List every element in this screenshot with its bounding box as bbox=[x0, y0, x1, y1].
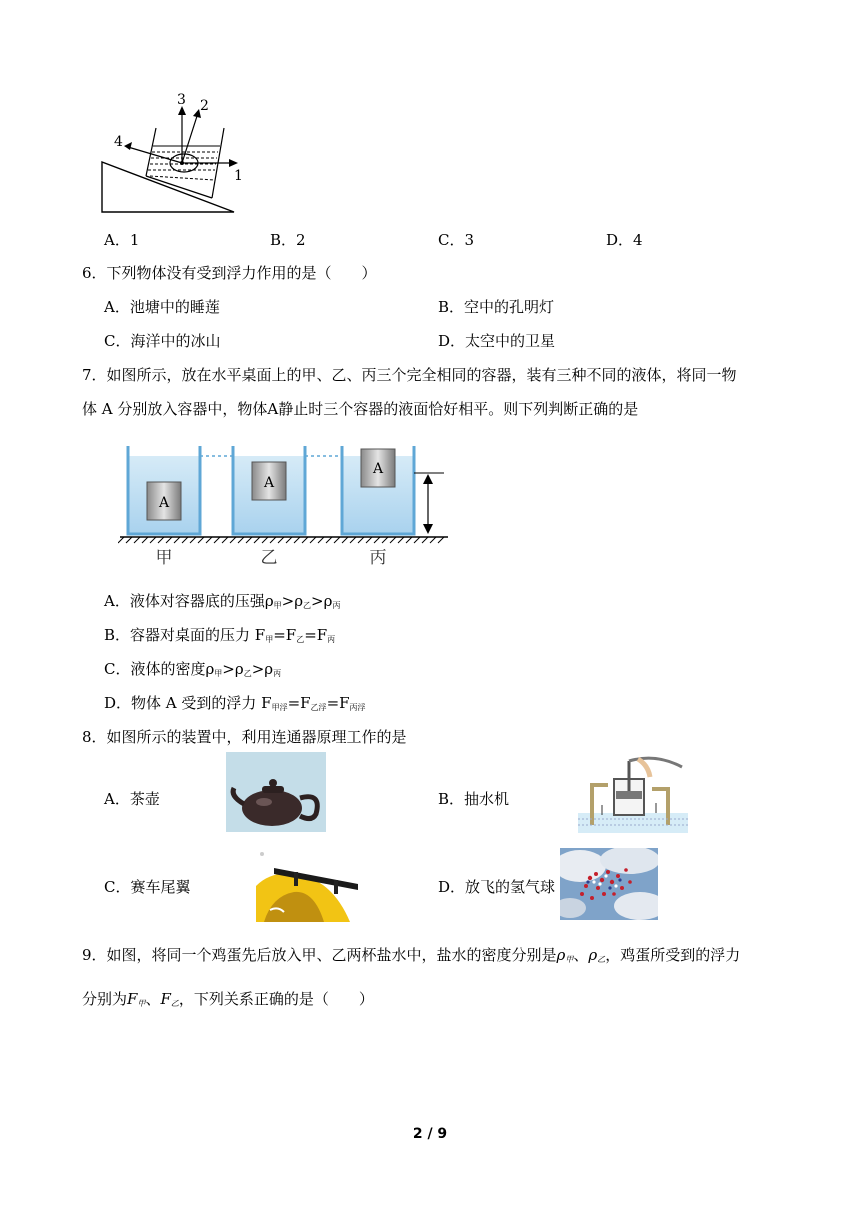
q7-option-c: C．液体的密度$\rho_甲>\rho_乙>\rho_丙$ bbox=[104, 660, 282, 678]
racecar-wing-image bbox=[254, 846, 364, 922]
q5-option-b: B．2 bbox=[270, 231, 306, 249]
fig-label-1: 1 bbox=[234, 168, 243, 184]
q6-option-d: D．太空中的卫星 bbox=[438, 332, 556, 350]
q8-option-c: C．赛车尾翼 bbox=[104, 878, 191, 896]
container-label-bing: 丙 bbox=[369, 548, 387, 566]
water-pump-image bbox=[578, 755, 688, 833]
q5-force-diagram bbox=[98, 88, 258, 216]
page-number: 2 / 9 bbox=[412, 1126, 448, 1142]
q7-stem-line1: 7．如图所示，放在水平桌面上的甲、乙、丙三个完全相同的容器，装有三种不同的液体，将同一物 bbox=[82, 366, 737, 384]
q6-option-c: C．海洋中的冰山 bbox=[104, 332, 221, 350]
block-label-1: A bbox=[158, 495, 170, 511]
q7-option-b: B．容器对桌面的压力 $F_甲=F_乙=F_丙$ bbox=[104, 626, 336, 644]
container-label-yi: 乙 bbox=[260, 548, 278, 566]
q5-option-d: D．4 bbox=[606, 231, 643, 249]
q8-option-d: D．放飞的氢气球 bbox=[438, 878, 556, 896]
q7-stem-line2: 体 A 分别放入容器中，物体A静止时三个容器的液面恰好相平。则下列判断正确的是 bbox=[82, 400, 639, 418]
teapot-image bbox=[226, 752, 326, 832]
container-label-jia: 甲 bbox=[155, 548, 173, 566]
q6-option-b: B．空中的孔明灯 bbox=[438, 298, 555, 316]
block-label-2: A bbox=[263, 475, 275, 491]
q6-stem: 6．下列物体没有受到浮力作用的是（ ） bbox=[82, 264, 377, 282]
q8-stem: 8．如图所示的装置中，利用连通器原理工作的是 bbox=[82, 728, 407, 746]
q8-option-a: A．茶壶 bbox=[104, 790, 160, 808]
q7-option-d: D．物体 A 受到的浮力 $F_{甲浮}=F_{乙浮}=F_{丙浮}$ bbox=[104, 694, 366, 712]
q9-stem-line2: 分别为$F_甲$、$F_乙$，下列关系正确的是（ ） bbox=[82, 990, 374, 1008]
q8-option-b: B．抽水机 bbox=[438, 790, 510, 808]
fig-label-4: 4 bbox=[114, 134, 123, 150]
block-label-3: A bbox=[372, 461, 384, 477]
q5-option-a: A．1 bbox=[104, 231, 140, 249]
q9-stem-line1: 9．如图，将同一个鸡蛋先后放入甲、乙两杯盐水中，盐水的密度分别是$\rho_甲$、$\rho_乙$，鸡蛋所受到的浮力 bbox=[82, 946, 741, 964]
q5-option-c: C．3 bbox=[438, 231, 475, 249]
fig-label-3: 3 bbox=[177, 92, 186, 108]
q7-option-a: A．液体对容器底的压强$\rho_甲>\rho_乙>\rho_丙$ bbox=[104, 592, 341, 610]
q6-option-a: A．池塘中的睡莲 bbox=[104, 298, 220, 316]
fig-label-2: 2 bbox=[200, 98, 209, 114]
hydrogen-balloons-image bbox=[560, 848, 658, 920]
q7-containers-diagram bbox=[118, 444, 452, 566]
